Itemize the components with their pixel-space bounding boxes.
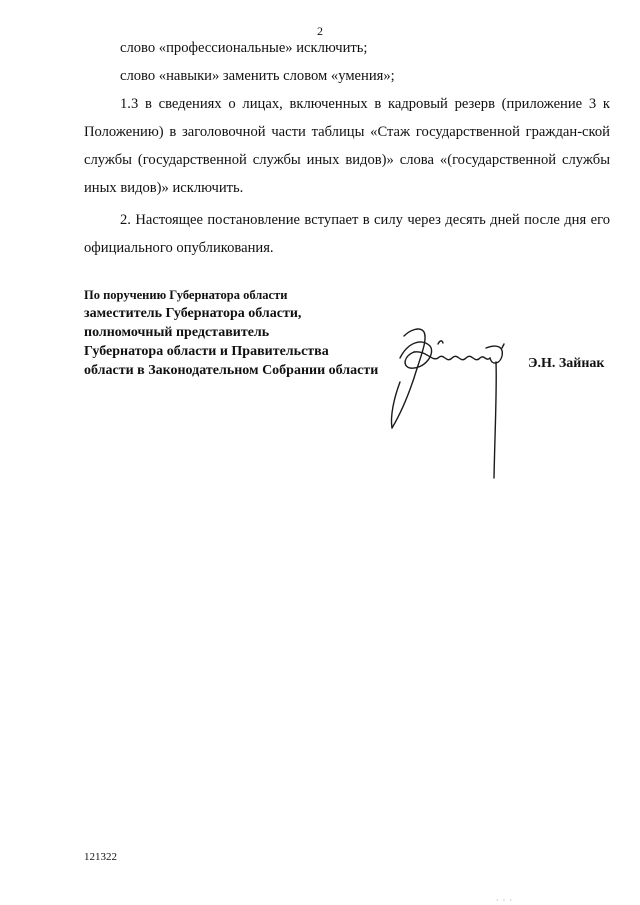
signer-name: Э.Н. Зайнак [528, 356, 605, 371]
signature-position-line-1: заместитель Губернатора области, [84, 306, 302, 321]
paragraph-item-2: 2. Настоящее постановление вступает в силу через десять дней после дня его официального опубликования. [84, 212, 610, 256]
signature-authority-line: По поручению Губернатора области [84, 288, 288, 302]
signature-position-line-4: области в Законодательном Собрании области [84, 363, 379, 378]
signature-position-line-3: Губернатора области и Правительства [84, 344, 329, 359]
document-code: 121322 [84, 851, 117, 863]
paragraph-exclude-professional: слово «профессиональные» исключить; [120, 40, 368, 56]
paragraph-item-1-3: 1.3 в сведениях о лицах, включенных в кадровый резерв (приложение 3 к Положению) в заголовочной части таблицы «Стаж государственной граждан-ской службы (государственной службы иных видов)» слова «(государственной службы иных видов)» исключить. [84, 96, 610, 196]
handwritten-signature [380, 318, 520, 488]
page-number: 2 [317, 24, 323, 38]
document-body [84, 34, 610, 262]
signature-block [84, 286, 378, 380]
paragraph-replace-skills: слово «навыки» заменить словом «умения»; [120, 68, 395, 84]
signature-position-line-2: полномочный представитель [84, 325, 270, 340]
footer-dots: · · · [496, 896, 513, 905]
